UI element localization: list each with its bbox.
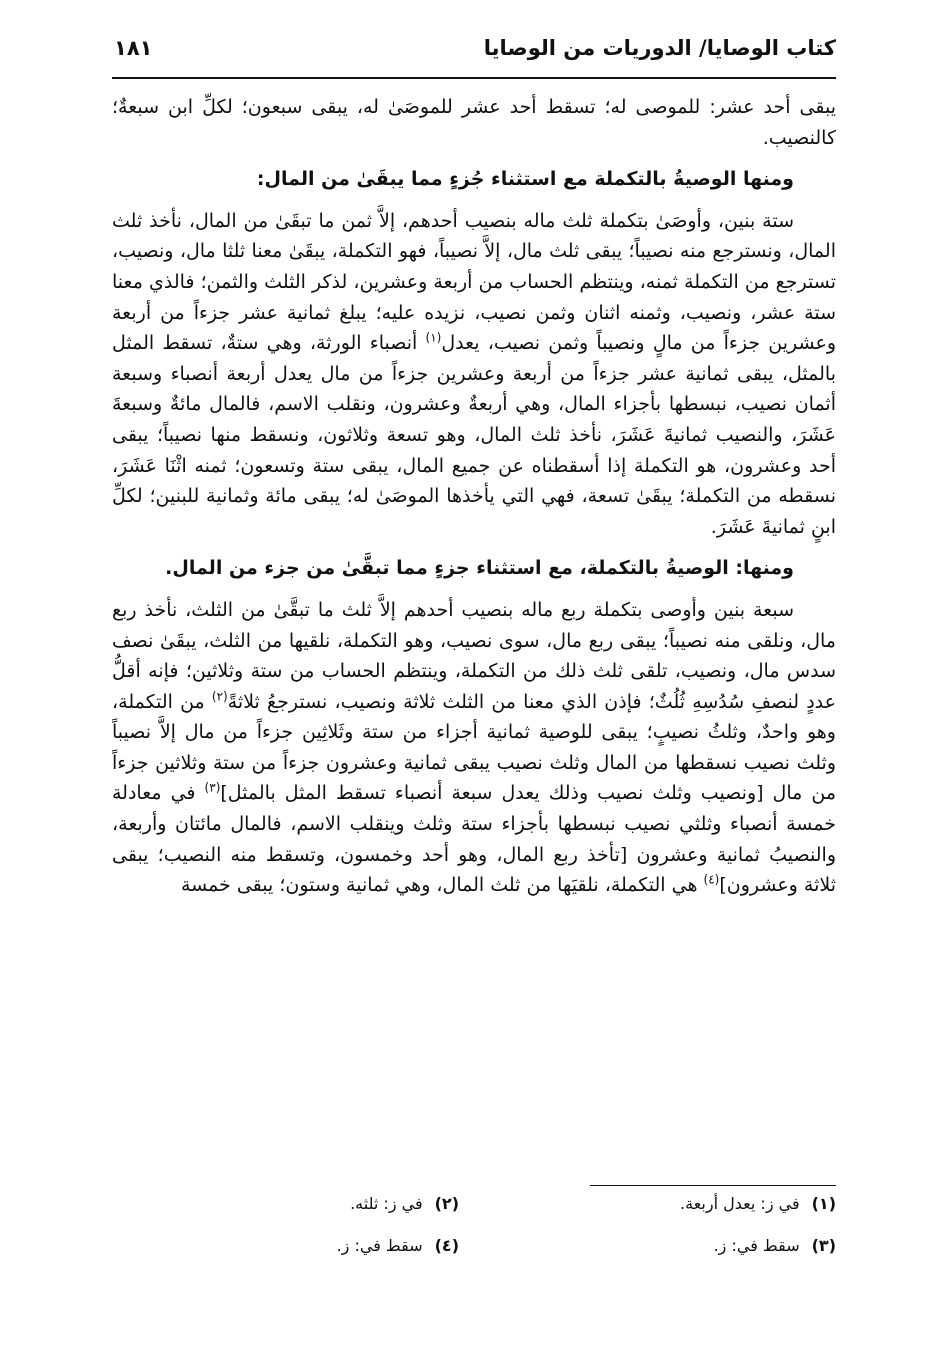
footnote-3 <box>714 1236 836 1255</box>
header-rule <box>112 77 836 79</box>
paragraph-3-part-a: ستة بنين، وأوصَىٰ بتكملة ثلث ماله بنصيب أحدهم، إلاَّ ثمن ما تبقَىٰ من المال، نأخذ ثلث المال، ونسترجع منه نصيباً؛ يبقى ثلث مال، إلاَّ نصيباً، فهو التكملة، يبقَىٰ معنا ثلثا مال، ونصيب، تسترجع من التكملة ثمنه، وينتظم الحساب من أربعة وعشرين، لذكر الثلث والثمن؛ فالذي معنا ستة عشر، ونصيب، وثمنه اثنان وثمن نصيب، نزيده عليه؛ يبلغ ثمانية عشر جزءاً من أربعة وعشرين جزءاً من مالٍ ونصيباً وثمن نصيب، يعدل <box>112 209 836 355</box>
footnote-ref-1[interactable]: (١) <box>425 330 442 345</box>
footnote-rule <box>590 1185 836 1186</box>
footnote-4 <box>337 1236 459 1255</box>
paragraph-5 <box>112 595 836 901</box>
footnote-3-label: (٣) <box>811 1236 836 1255</box>
paragraph-5-part-a: سبعة بنين وأوصى بتكملة ربع ماله بنصيب أحدهم إلاَّ ثلث ما تبقَّىٰ من الثلث، نأخذ ربع مال، ونلقى منه نصيباً؛ يبقى ربع مال، سوى نصيب، وهو التكملة، نلقيها من الثلث، يبقَىٰ نصف سدس مال، ونصيب، تلقى ثلث ذلك من التكملة، وينتظم الحساب من ستة وثلاثين؛ فإنه أقلُّ عددٍ لنصفِ سُدُسِهِ ثُلُثٌ؛ فإذن الذي معنا من الثلث ثلاثة ونصيب، نسترجعُ ثلاثةً <box>112 598 836 713</box>
section-heading-1-text: ومنها الوصيةُ بالتكملة مع استثناء جُزءٍ مما يبقَىٰ من المال: <box>256 168 794 191</box>
footnote-ref-4[interactable]: (٤) <box>703 872 720 887</box>
footnote-2-text: في ز: ثلثه. <box>350 1194 423 1213</box>
footnote-3-text: سقط في: ز. <box>713 1236 800 1255</box>
page-number: ١٨١ <box>114 36 153 60</box>
footnotes <box>112 1194 836 1274</box>
paragraph-5-part-b: من التكملة، وهو واحدٌ، وثلثُ نصيبٍ؛ يبقى للوصية ثمانية أجزاء من ستة وثَلاثِين جزءاً من مال إلاَّ نصيباً وثلث نصيب نسقطها من المال وثلث نصيب يبقى ثمانية وعشرون جزءاً من ستة وثلاثين جزءاً من مال [ونصيب وثلث نصيب وذلك يعدل سبعة أنصباء تسقط المثل بالمثل] <box>112 690 836 805</box>
section-heading-2-text: ومنها: الوصيةُ بالتكملة، مع استثناء جزءٍ مما تبقَّىٰ من جزء من المال. <box>165 557 794 580</box>
paragraph-1-text: يبقى أحد عشر: للموصى له؛ تسقط أحد عشر للموصَىٰ له، يبقى سبعون؛ لكلِّ ابن سبعةٌ؛ كالنصيب. <box>112 96 836 149</box>
footnote-1 <box>680 1194 836 1213</box>
footnote-2-label: (٢) <box>434 1194 459 1213</box>
section-heading-1 <box>112 164 836 195</box>
paragraph-5-part-d: هي التكملة، نلقيَها من ثلث المال، وهي ثمانية وستون؛ يبقى خمسة <box>180 874 698 897</box>
footnote-2 <box>350 1194 459 1213</box>
running-title: كتاب الوصايا/ الدوريات من الوصايا <box>483 36 836 60</box>
running-head <box>112 30 836 70</box>
paragraph-3-part-b: أنصباء الورثة، وهي ستةٌ، تسقط المثل بالمثل، يبقى ثمانية عشر جزءاً من أربعة وعشرين جزءاً من مال يعدل أربعة أنصباء وسبعة أثمان نصيب، نبسطها بأجزاء المال، وهي أربعةٌ وعشرون، ونقلب الاسم، فالمال مائةٌ وسبعةَ عَشَرَ، والنصيب ثمانيةَ عَشَرَ، نأخذ ثلث المال، وهو تسعة وثلاثون، ونسقط منها نصيباً؛ يبقى أحد وعشرون، هو التكملة إذا أسقطناه عن جميع المال، يبقى ستة وتسعون؛ ثمنه اثْنَا عَشَرَ، نسقطه من التكملة؛ يبقَىٰ تسعة، فهي التي يأخذها الموصَىٰ له؛ يبقى مائة وثمانية للبنين؛ لكلِّ ابنٍ ثمانيةَ عَشَرَ. <box>112 332 836 538</box>
paragraph-3 <box>112 206 836 543</box>
section-heading-2 <box>112 553 836 584</box>
footnote-4-label: (٤) <box>434 1236 459 1255</box>
main-text <box>112 92 836 1154</box>
footnote-1-text: في ز: يعدل أربعة. <box>680 1194 800 1213</box>
footnote-ref-3[interactable]: (٣) <box>204 781 221 796</box>
footnote-ref-2[interactable]: (٢) <box>211 689 228 704</box>
paragraph-1 <box>112 92 836 153</box>
footnote-4-text: سقط في: ز. <box>336 1236 423 1255</box>
paragraph-5-part-c: في معادلة خمسة أنصباء وثلثي نصيب نبسطها بأجزاء ستة وثلث وينقلب الاسم، فالمال مائتان وأربعة، والنصيبُ ثمانية وعشرون [تأخذ ربع المال، وهو أحد وخمسون، وتسقط منه النصيب؛ يبقى ثلاثة وعشرون] <box>112 782 836 897</box>
footnote-1-label: (١) <box>811 1194 836 1213</box>
